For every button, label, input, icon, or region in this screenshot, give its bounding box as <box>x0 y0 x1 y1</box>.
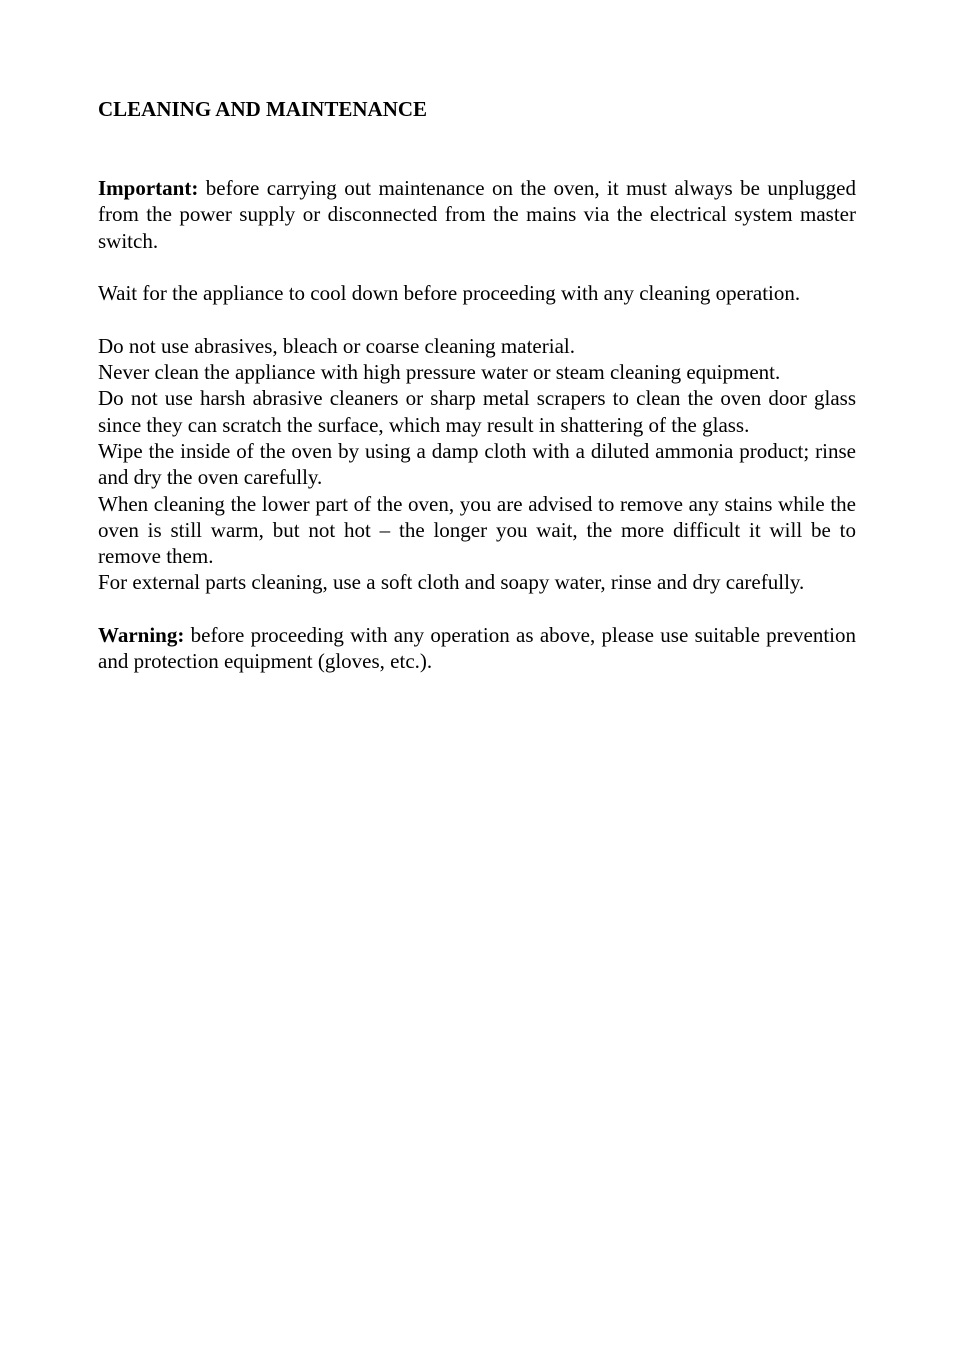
important-label: Important: <box>98 176 199 200</box>
instruction-item: When cleaning the lower part of the oven, you are advised to remove any stains while the oven is still warm, but not hot – the longer you wait, the more difficult it will be to remove them. <box>98 491 856 569</box>
spacer <box>98 122 856 175</box>
warning-text: before proceeding with any operation as above, please use suitable prevention and protection equipment (gloves, etc.). <box>98 623 856 674</box>
spacer <box>98 596 856 622</box>
warning-paragraph <box>98 622 856 675</box>
wait-paragraph: Wait for the appliance to cool down before proceeding with any cleaning operation. <box>98 281 801 306</box>
instruction-item: For external parts cleaning, use a soft cloth and soapy water, rinse and dry carefully. <box>98 570 805 595</box>
instruction-item: Do not use harsh abrasive cleaners or sharp metal scrapers to clean the oven door glass since they can scratch the surface, which may result in shattering of the glass. <box>98 386 856 437</box>
important-text: before carrying out maintenance on the oven, it must always be unplugged from the power supply or disconnected from the mains via the electrical system master switch. <box>98 176 856 253</box>
document-page <box>98 96 856 675</box>
instruction-item: Do not use abrasives, bleach or coarse cleaning material. <box>98 333 575 358</box>
instruction-item: Wipe the inside of the oven by using a damp cloth with a diluted ammonia product; rinse and dry the oven carefully. <box>98 438 856 490</box>
page-title: CLEANING AND MAINTENANCE <box>98 97 428 121</box>
warning-label: Warning: <box>98 623 185 648</box>
spacer <box>98 254 856 280</box>
instruction-item: Never clean the appliance with high pressure water or steam cleaning equipment. <box>98 360 781 385</box>
spacer <box>98 306 856 332</box>
important-paragraph <box>98 175 856 254</box>
